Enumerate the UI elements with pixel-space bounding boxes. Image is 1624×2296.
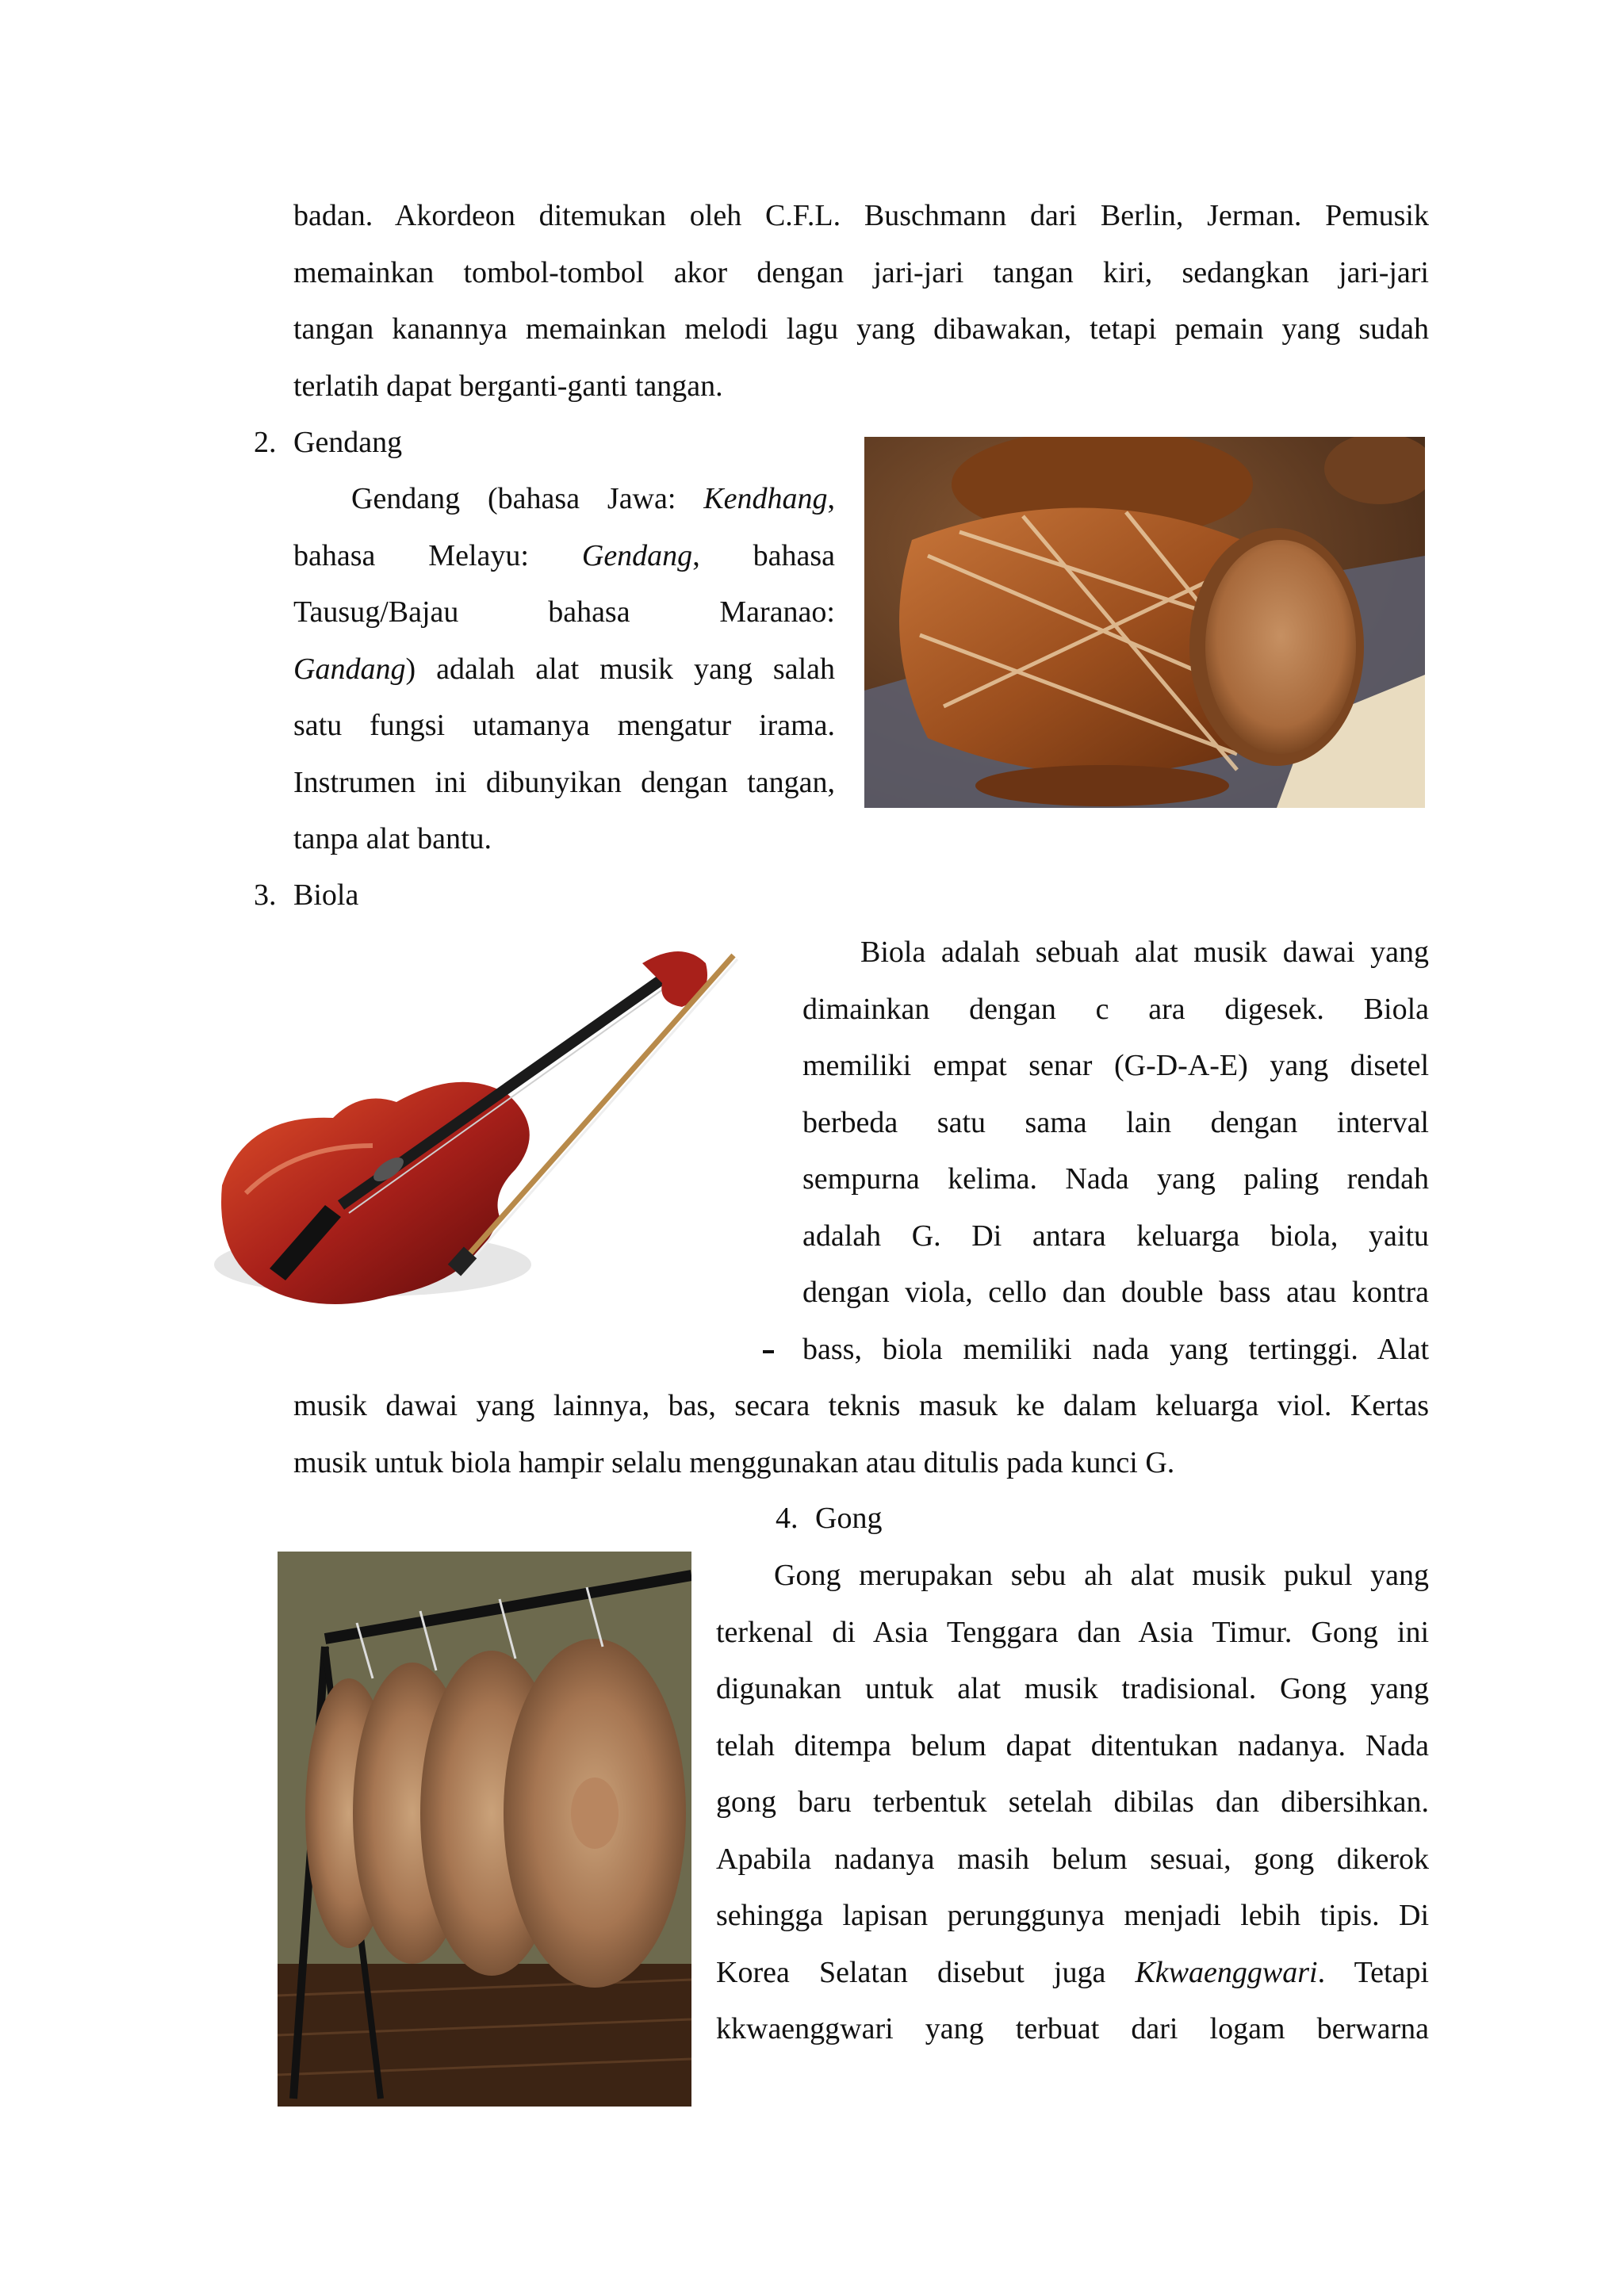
- biola-line: berbeda satu sama lain dengan interval: [802, 1105, 1429, 1139]
- gendang-heading: Gendang: [293, 426, 403, 459]
- gong-heading: Gong: [815, 1502, 883, 1535]
- biola-line: memiliki empat senar (G-D-A-E) yang disetel: [802, 1049, 1429, 1082]
- gendang-line: tanpa alat bantu.: [293, 822, 492, 855]
- biola-line: adalah G. Di antara keluarga biola, yaitu: [802, 1219, 1429, 1253]
- gendang-line: satu fungsi utamanya mengatur irama.: [293, 709, 835, 742]
- gong-line: gong baru terbentuk setelah dibilas dan dibersihkan.: [716, 1785, 1429, 1819]
- gong-photo: [278, 1552, 691, 2107]
- intro-line: tangan kanannya memainkan melodi lagu yang dibawakan, tetapi pemain yang sudah: [293, 312, 1429, 346]
- biola-paragraph-tail: [293, 1378, 1429, 1491]
- gendang-line: Instrumen ini dibunyikan dengan tangan,: [293, 765, 835, 799]
- gong-number: 4.: [776, 1502, 799, 1535]
- biola-line: sempurna kelima. Nada yang paling rendah: [802, 1162, 1429, 1196]
- gendang-line: Tausug/Bajau bahasa Maranao:: [293, 595, 835, 629]
- biola-line: dengan viola, cello dan double bass atau kontra: [802, 1276, 1429, 1309]
- biola-line: Biola adalah sebuah alat musik dawai yang: [860, 936, 1429, 969]
- gong-line: telah ditempa belum dapat ditentukan nadanya. Nada: [716, 1728, 1429, 1762]
- intro-paragraph: [293, 188, 1429, 415]
- gong-line: terkenal di Asia Tenggara dan Asia Timur. Gong ini: [716, 1615, 1429, 1649]
- gendang-line: Gandang) adalah alat musik yang salah: [293, 652, 835, 686]
- intro-line: badan. Akordeon ditemukan oleh C.F.L. Buschmann dari Berlin, Jerman. Pemusik: [293, 199, 1429, 232]
- gendang-line: Gendang (bahasa Jawa: Kendhang,: [351, 482, 835, 515]
- biola-line: musik untuk biola hampir selalu menggunakan atau ditulis pada kunci G.: [293, 1445, 1175, 1479]
- drum-illustration: [864, 437, 1425, 808]
- gong-line: sehingga lapisan perunggunya menjadi lebih tipis. Di: [716, 1899, 1429, 1932]
- gong-illustration: [278, 1552, 691, 2107]
- violin-photo: [198, 932, 777, 1344]
- gong-line: kkwaenggwari yang terbuat dari logam berwarna: [716, 2012, 1429, 2045]
- gong-line: Apabila nadanya masih belum sesuai, gong dikerok: [716, 1842, 1429, 1876]
- stray-dash-mark: [763, 1350, 774, 1353]
- biola-line: dimainkan dengan c ara digesek. Biola: [802, 992, 1429, 1026]
- gendang-line: bahasa Melayu: Gendang, bahasa: [293, 538, 835, 572]
- biola-heading: Biola: [293, 878, 359, 912]
- gong-paragraph: [716, 1548, 1429, 2058]
- biola-line: musik dawai yang lainnya, bas, secara teknis masuk ke dalam keluarga viol. Kertas: [293, 1389, 1429, 1422]
- biola-paragraph: [802, 924, 1429, 1378]
- violin-illustration: [198, 932, 777, 1344]
- biola-line: bass, biola memiliki nada yang tertinggi. Alat: [802, 1332, 1429, 1366]
- gendang-paragraph: [293, 471, 835, 868]
- intro-line: memainkan tombol-tombol akor dengan jari-jari tangan kiri, sedangkan jari-jari: [293, 255, 1429, 289]
- gong-line: Korea Selatan disebut juga Kkwaenggwari. Tetapi: [716, 1955, 1429, 1989]
- biola-number: 3.: [254, 878, 277, 912]
- intro-line: terlatih dapat berganti-ganti tangan.: [293, 369, 723, 403]
- gendang-number: 2.: [254, 426, 277, 459]
- gendang-drum-photo: [864, 437, 1425, 808]
- gong-line: Gong merupakan sebu ah alat musik pukul yang: [774, 1559, 1429, 1592]
- gong-line: digunakan untuk alat musik tradisional. Gong yang: [716, 1672, 1429, 1705]
